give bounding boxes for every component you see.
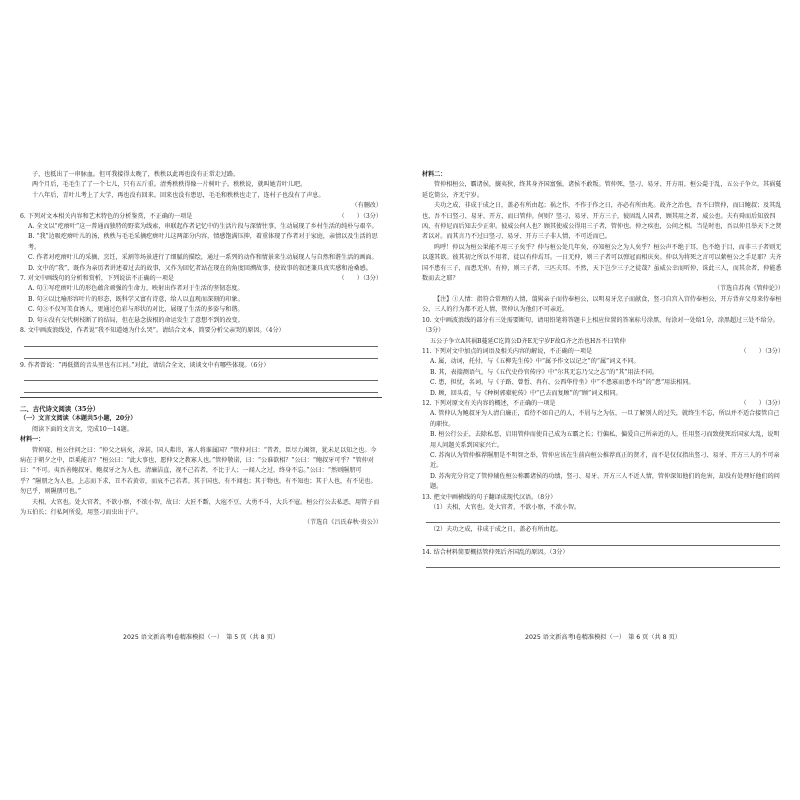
material-1-paragraph: 管仲寝，桓公往问之曰：“仲父之病矣，漳甚，国人弗讳，寡人将谁属国？”管仲对曰：“昔者，臣尽力竭智，犹未足以知之也。今病在于朝夕之中，臣奚能言？”桓公曰：“此大事也，愿仲父之教寡人也。”管仲敬诺，曰：“公谁欲相？”公曰：“鲍叔牙可乎？”管仲对曰：“不可。夷吾善鲍叔牙。鲍叔牙之为人也，清廉洁直，视不己若者，不比于人；一闻人之过，终身不忘。”公曰：“然则隰朋可乎？”隰朋之为人也，上志而下求，丑不若黄帝，而哀不己若者。其于国也，有不闻也；其于物也，有不知也；其于人也，有不见也。勿已乎，则隰朋可也。” (20, 446, 377, 496)
section-title: 二、古代诗文阅读（35分） (20, 404, 100, 413)
page-footer-5: 2025 语文新高考Ⅰ卷精准模拟（一） 第 5 页（共 8 页） (123, 634, 279, 641)
answer-line[interactable] (426, 513, 780, 523)
material-2-paragraph: 夫功之成，非成于成之日，盖必有所由起；祸之作，不作于作之日，亦必有所由兆。故齐之治也，吾不曰管仲，而曰鲍叔；及其乱也，吾不曰竖刁、易牙、开方，而曰管仲。何则？竖刁、易牙、开方三子，彼固乱人国者，顾其用之者，威公也。夫有舜而后知放四凶，有仲尼而后知去少正卯。彼威公何人也？顾其使威公得用三子者，管仲也。仲之疾也，公问之相。当是时也，吾以仲且举天下之贤者以对。而其言乃不过曰竖刁、易牙、开方三子非人情，不可近而已。 (422, 202, 782, 241)
option-b: B. 桓公行公正，去除私恶，启用管仲而使自己成为五霸之长；行偏私，偏爱自己所亲近的人，任用竖刁而致使死后国家大乱，说明用人问题关系到国家兴亡。 (430, 431, 780, 449)
answer-line[interactable] (24, 383, 378, 393)
option-a: A. 管仲认为鲍叔牙为人清白廉正，看待不如自己的人，不屑与之为伍，一旦了解别人的过失，就终生不忘，所以并不适合接管自己的职位。 (430, 410, 780, 428)
option-d: D. 文中的“我”，既作为亲历者讲述着过去的故事，又作为回忆者站在现在的角度回溯故事，使故事的叙述兼具真实感和沧桑感。 (28, 264, 372, 272)
question-7 (20, 274, 382, 284)
question-10-sentence: 五公子争立A其祸B蔓延C讫简公D齐E无宁岁F故G齐之治也H吾不曰管仲 (430, 337, 626, 345)
option-d: D. 句④没有交代树枝断了的结局，但在悬念拔根的命运发生了意想不到的改变。 (28, 316, 244, 324)
story-paragraph: 子，也抵出了一串脉血。但可我接得太晚了，秩秩以此再也没有正常走过路。 (32, 171, 240, 178)
option-b: B. “我”边吸疙瘩叶儿的汤，秩秩与毛毛采摘疙瘩叶儿这两部分内容，情感饱满压抑，着重体现了作者对于家庭，亲情以及生活的思考。 (28, 233, 378, 251)
option-d: D. 苏洵充分肯定了管仲辅佐桓公称霸诸侯的功绩，竖刁、易牙、开方三人不近人情，管仲深知他们的危害，却没有处理好他们的问题。 (430, 472, 780, 491)
material-2-paragraph: 管仲相桓公，霸诸侯，攘夷狄，终其身齐国富强，诸侯不敢叛。管仲死，竖刁、易牙、开方用，桓公薨于乱，五公子争立，其祸蔓延讫简公，齐无宁岁。 (422, 181, 782, 199)
option-c: C. 句③不仅写美食诱人，更通过色彩与形状的对比，展现了生活的多姿与和谐。 (28, 306, 244, 314)
section-intro: 阅读下面的文言文，完成10～14题。 (32, 425, 133, 433)
question-13: 13. 把文中画横线的句子翻译成现代汉语。（8分） (422, 493, 557, 501)
question-12 (422, 399, 784, 409)
left-page (20, 170, 382, 529)
option-a: A. 属，动词，托付，与《五柳先生传》中“属予作文以记之”的“属”词义不同。 (430, 358, 640, 366)
answer-line[interactable] (24, 371, 378, 381)
question-9: 9. 作者曾说：“再低微的音头里也有江河。”对此，请结合全文，谈谈文中有哪些体现。（6分） (20, 361, 270, 369)
annotation-note: 【注】①人情：指符合常理的人情，翦髯亲子而侍奉桓公，以明易牙烹子而献食，竖刁自宫入宫侍奉桓公，开方背弃父母来侍奉桓公，三人的行为都不近人情，管仲认为他们不可亲近。 (422, 295, 782, 314)
question-11-mark: （ ）（3分） (739, 347, 784, 357)
option-c: C. 作者对疙瘩叶儿的采摘、烹饪，采割等场景进行了细腻的描绘，通过一系列的动作和情景来生动展现人与自然和谐生活的画面。 (28, 254, 378, 262)
translation-sentence-2: （2）夫功之成，非成于成之日，盖必有所由起。 (430, 526, 562, 534)
source-note: （节选自《吕氏春秋·贵公》） (303, 519, 382, 527)
material-1-paragraph: 夫相，大官也。处大官者，不欲小察，不欲小智，故曰：大匠不斲，大庖不豆，大勇不斗，大兵不寇。桓公行公去私恶，用管子而为五伯长；行私阿所爱，用竖刁而虫出于户。 (20, 498, 380, 516)
option-c: C. 苏洵认为管仲推荐隰朋是不明智之举，管仲应该在生前向桓公推荐真正的贤才，而不是仅仅指出竖刁、易牙、开方三人的不可亲近。 (430, 451, 780, 470)
question-11 (422, 347, 784, 357)
option-b: B. 句②以比喻形容叶片的形态，既科学又富有诗意，给人以直观而深刻的印象。 (28, 295, 244, 303)
answer-line[interactable] (24, 349, 378, 359)
option-a: A. 句①写疙瘩叶儿的形色蕴含顽强的生命力，映射出作者对于生活的坚韧态度。 (28, 285, 244, 293)
option-b: B. 其，表揣测语气，与《五代史伶官传序》中“尔其无忘乃父之志”的“其”用法不同。 (430, 368, 659, 376)
question-11-stem: 11. 下列对文中加点的词语及相关内容的解说，不正确的一项是 (422, 347, 593, 355)
story-paragraph: 两个月后，毛毛生了了一个七儿，只有五斤重。清秀秩秩得像一片树叶子。秩秩说，就叫她青叶儿吧。 (32, 181, 307, 189)
page-footer-6: 2025 语文新高考Ⅰ卷精准模拟（一） 第 6 页（共 8 页） (525, 634, 681, 641)
answer-line[interactable] (426, 536, 780, 546)
option-d: D. 顾，回头看，与《种树郭橐驼传》中“已去而复顾”的“顾”词义相同。 (430, 389, 622, 397)
story-paragraph: 十八年后，青叶儿考上了大学，再也没有回来。回来也没有患思，毛毛和秩秩也走了，连村子也没有了声息。 (32, 191, 325, 199)
material-1-title: 材料一： (20, 436, 45, 444)
subsection-title: （一）文言文阅读（本题共5小题，20分） (20, 415, 137, 423)
question-14: 14. 结合材料简要概括管仲死后齐国乱的原因。（3分） (422, 548, 569, 556)
answer-line[interactable] (24, 337, 378, 347)
question-7-stem: 7. 对文中画线句的分析和赏析，下列说法不正确的一项是 (20, 275, 175, 283)
question-6-stem: 6. 下列对文本相关内容和艺术特色的分析鉴赏，不正确的一项是 (20, 212, 193, 220)
question-12-stem: 12. 下列对原文有关内容的概述，不正确的一项是 (422, 399, 556, 407)
option-a: A. 全文以“疙瘩叶”这一普通而独特的野菜为线索，串联起作者记忆中的生活片段与深情往事，生动展现了乡村生活的纯朴与艰辛。 (28, 223, 378, 231)
option-c: C. 患，担忧，名词，与《子路、曾皙、冉有、公西华侍坐》中“不患寡而患不均”的“患”用法相同。 (430, 379, 695, 387)
question-12-mark: （ ）（3分） (739, 399, 784, 409)
right-page (422, 170, 784, 570)
answer-line[interactable] (426, 558, 780, 568)
material-2-title: 材料二： (422, 171, 447, 178)
section-divider (20, 397, 382, 398)
question-8: 8. 文中画波浪线处，作者说“我不知道她为什么哭”。请结合文本，简要分析父亲哭的原因。（4分） (20, 327, 285, 335)
question-10: 10. 文中画波浪线的部分有三处需要断句，请用铅笔将答题卡上相应位置的答案标号涂黑，每涂对一处给1分，涂黑超过三处不给分。（3分） (422, 316, 779, 335)
question-7-mark: （ ）（3分） (337, 274, 382, 284)
source-note: （节选自苏洵《管仲论》） (713, 285, 784, 293)
translation-sentence-1: （1）夫相，大官也。处大官者，不欲小察，不欲小智。 (430, 504, 581, 511)
material-2-paragraph: 呜呼！仲以为桓公果能不用三子矣乎？仲与桓公处几年矣，亦知桓公之为人矣乎？桓公声不绝于耳，色不绝于目，而非三子者则无以遂其欲。彼其初之所以不用者，徒以有仲焉耳。一日无仲，则三子者可以弹冠而相庆矣。仲以为将死之言可以絷桓公之手足耶？夫齐国不患有三子，而患无仲。有仲，则三子者，三匹夫耳。不然，天下岂少三子之徒哉？虽威公幸而听仲，诛此三人，而其余者，仲能悉数而去之耶？ (422, 243, 782, 283)
source-note: （有删改） (351, 202, 382, 210)
question-6-mark: （ ）（3分） (337, 212, 382, 222)
question-6 (20, 212, 382, 222)
